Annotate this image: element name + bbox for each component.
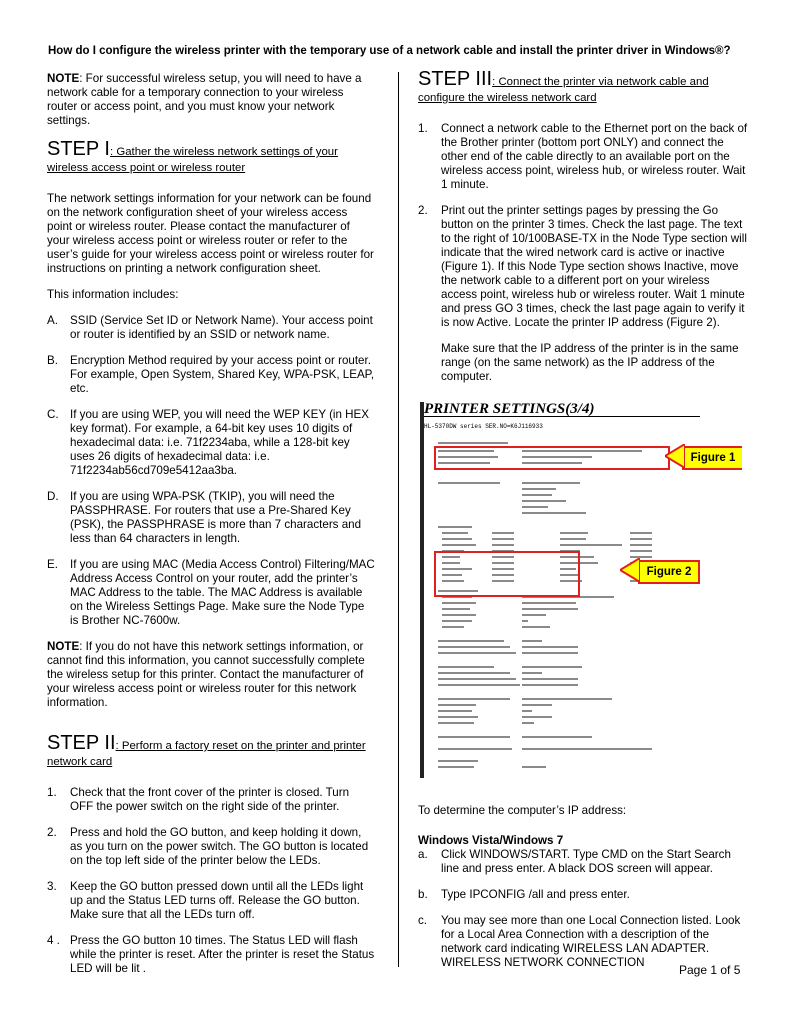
list-item: b. Type IPCONFIG /all and press enter. (418, 888, 630, 901)
list-item: a. Click WINDOWS/START. Type CMD on the Start Search line and press enter. A black DOS screen will appear. (418, 848, 731, 875)
note-label: NOTE (47, 72, 80, 85)
step2-subtitle: : Perform a factory reset on the printer and printer network card (47, 740, 366, 768)
node-type-highlight (434, 446, 670, 470)
figure2-arrow-icon (620, 558, 640, 582)
step1-paragraph: The network settings information for your network can be found on the network configuration sheet of your wireless access point or wireless router. Please contact the manufacturer of your wireless access point or wireless router or refer to the user’s guide for your wireless access point or wireless router for instructions on printing a network configuration sheet. (47, 192, 374, 275)
step1-heading (47, 138, 375, 176)
list-item: c. You may see more than one Local Connection listed. Look for a Local Area Connection with a description of the network card indicating WIRELESS LAN ADAPTER. WIRELESS NETWORK CONNECTION (418, 914, 741, 969)
step-item: 4 . Press the GO button 10 times. The Status LED will flash while the printer is reset. After the printer is reset the Status LED will be lit . (47, 934, 375, 975)
step-item-continued: Make sure that the IP address of the printer is in the same range (on the same network) as the IP address of the computer. (441, 342, 739, 383)
list-item: B. Encryption Method required by your access point or router. For example, Open System, Shared Key, WPA-PSK, LEAP, etc. (47, 354, 375, 395)
figure-title: PRINTER SETTINGS(3/4) (424, 402, 700, 417)
windows-heading: Windows Vista/Windows 7 (418, 834, 564, 847)
printer-settings-figure (420, 402, 742, 778)
list-item: A. SSID (Service Set ID or Network Name). Your access point or router is identified by an SSID or network name. (47, 314, 373, 341)
note2-paragraph (47, 640, 375, 710)
right-column (418, 68, 748, 970)
step-item: 2. Print out the printer settings pages by pressing the Go button on the printer 3 times. Check the last page. The text to the right of 10/100BASE-TX in the Node Type section will indicate that the wired network card is active or inactive (Figure 1). If this Node Type section shows Inactive, move the network cable to a different port on your wireless access point, wireless hub or wireless router. Wait 1 minute and press GO 3 times, check the last page again to verify it is now Active. Locate the printer IP address (Figure 2). (418, 204, 747, 329)
column-divider (398, 72, 399, 967)
step1-title: STEP I (47, 138, 110, 160)
note2-label: NOTE (47, 640, 80, 653)
note-text: : For successful wireless setup, you will need to have a network cable for a temporary connection to your wireless router or access point, and you must know your network settings. (47, 72, 362, 127)
ip-intro: To determine the computer’s IP address: (418, 804, 627, 817)
step1-intro: This information includes: (47, 288, 179, 301)
list-item: C. If you are using WEP, you will need the WEP KEY (in HEX key format). For example, a 64-bit key uses 10 digits of hexadecimal data: i.e. 71f2234aba, while a 128-bit key uses 26 digits of hexadecimal data: i.e. 71f2234ab56cd709e5412aa3ba. (47, 408, 370, 477)
list-item: E. If you are using MAC (Media Access Control) Filtering/MAC Address Access Control on your router, add the printer’s MAC Address to the table. The MAC Address is available on the Wireless Settings Page. Make sure the Node Type is Brother NC-7600w. (47, 558, 375, 627)
note2-text: : If you do not have this network settings information, or cannot find this information, you cannot successfully complete the wireless setup for this printer. Contact the manufacturer of your wireless access point or wireless router for this network information. (47, 640, 365, 709)
list-item: D. If you are using WPA-PSK (TKIP), you will need the PASSPHRASE. For routers that use a Pre-Shared Key (PSK), the PASSPHRASE is more than 7 characters and less than 64 characters in length. (47, 490, 362, 545)
figure1-arrow-icon (665, 444, 685, 468)
note-paragraph (47, 72, 375, 128)
left-column (47, 72, 375, 976)
step-item: 1. Connect a network cable to the Ethernet port on the back of the Brother printer (bottom port ONLY) and connect the other end of the cable directly to an available port on the wireless access point, wireless hub, or wireless router. Wait 1 minute. (418, 122, 748, 191)
step3-subtitle: : Connect the printer via network cable and configure the wireless network card (418, 76, 709, 104)
page-number: Page 1 of 5 (679, 963, 741, 977)
step2-title: STEP II (47, 732, 116, 754)
step3-heading (418, 68, 748, 106)
step2-heading (47, 732, 375, 770)
step-item: 2. Press and hold the GO button, and keep holding it down, as you turn on the power switch. The GO button is located on the top left side of the printer below the LEDs. (47, 826, 369, 867)
step-item: 3. Keep the GO button pressed down until all the LEDs light up and the Status LED turns off. Release the GO button. Make sure that all the LEDs turn off. (47, 880, 364, 921)
figure2-callout: Figure 2 (638, 560, 700, 584)
figure-model-line: HL-5370DW series SER.NO=K6J116933 (424, 423, 543, 430)
step3-title: STEP III (418, 68, 493, 90)
step1-subtitle: : Gather the wireless network settings of your wireless access point or wireless router (47, 146, 338, 174)
document-title: How do I configure the wireless printer with the temporary use of a network cable and install the printer driver in Windows®? (48, 45, 731, 57)
figure1-callout: Figure 1 (682, 446, 742, 470)
step-item: 1. Check that the front cover of the printer is closed. Turn OFF the power switch on the right side of the printer. (47, 786, 350, 813)
ip-address-highlight (434, 551, 580, 597)
